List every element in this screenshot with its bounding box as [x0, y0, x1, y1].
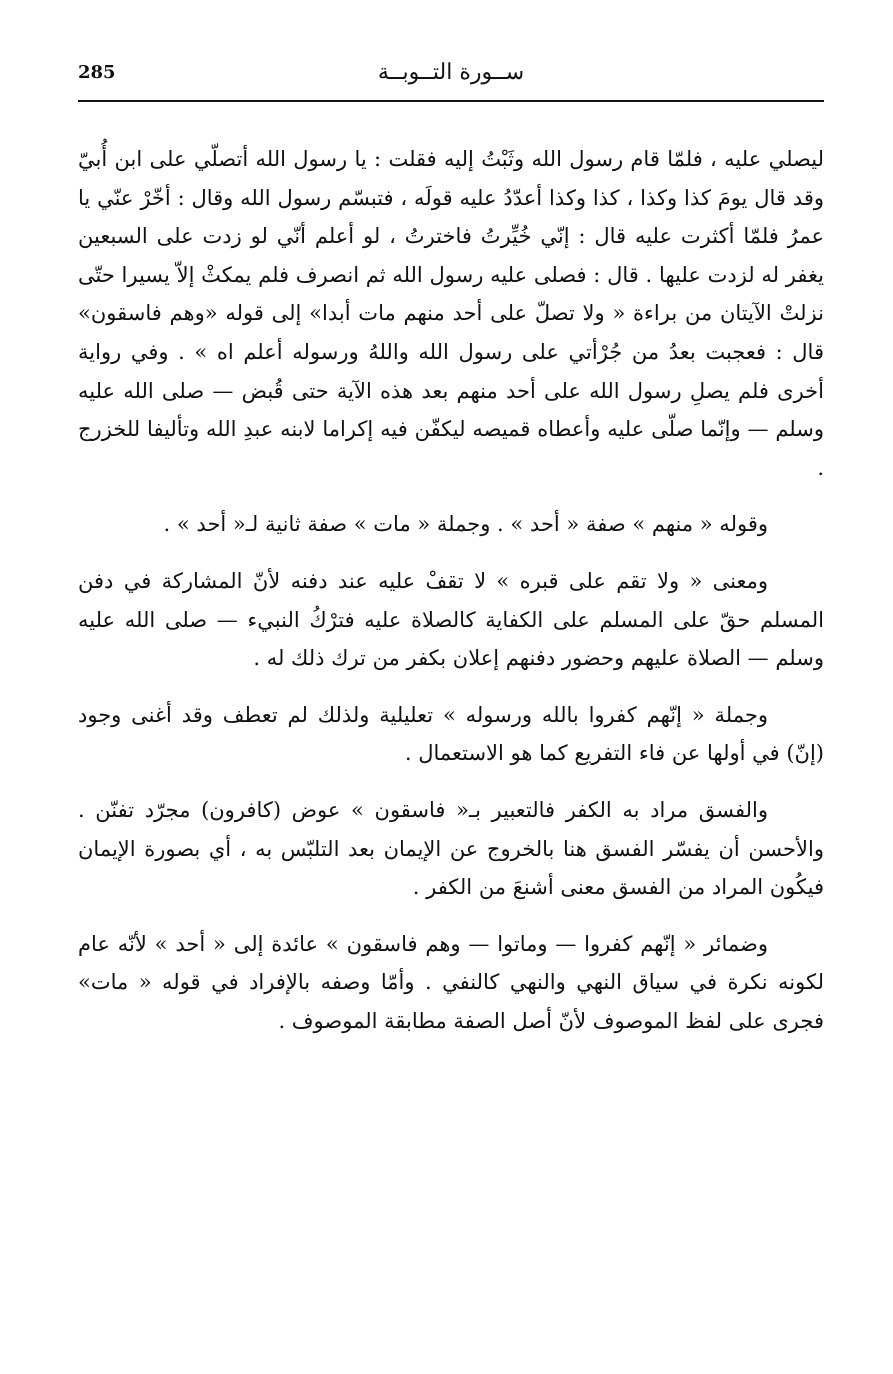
paragraph-hadith-continuation: ليصلي عليه ، فلمّا قام رسول الله وثَبْتُ إليه فقلت : يا رسول الله أتصلّي على ابن أُبيّ وقد قال يومَ كذا وكذا ، كذا وكذا أعدّدُ عليه قولَه ، فتبسّم رسول الله وقال : أخّرْ عنّي يا عمرُ فلمّا أكثرت عليه قال : إنّي خُيِّرتُ فاخترتُ ، لو أعلم أنّي لو زدت على السبعين يغفر له لزدت عليها . قال : فصلى عليه رسول الله ثم انصرف فلم يمكثْ إلاّ يسيرا حتّى نزلتْ الآيتان من براءة « ولا تصلّ على أحد منهم مات أبدا» إلى قوله «وهم فاسقون» قال : فعجبت بعدُ من جُرْأتي على رسول الله واللهُ ورسوله أعلم اه » . وفي رواية أخرى فلم يصلِ رسول الله على أحد منهم بعد هذه الآية حتى قُبض — صلى الله عليه وسلم — وإنّما صلّى عليه وأعطاه قميصه ليكفّن فيه إكراما لابنه عبدِ الله وتأليفا للخزرج .	[78, 147, 824, 480]
paragraph-innahum-kafaru: وجملة « إنّهم كفروا بالله ورسوله » تعليلية ولذلك لم تعطف وقد أغنى وجود (إنّ) في أولها عن فاء التفريع كما هو الاستعمال .	[78, 702, 824, 766]
paragraph-la-taqum: ومعنى « ولا تقم على قبره » لا تقفْ عليه عند دفنه لأنّ المشاركة في دفن المسلم حقّ على المسلم على الكفاية كالصلاة عليه فترْكُ النبيء — صلى الله عليه وسلم — الصلاة عليهم وحضور دفنهم إعلان بكفر من ترك ذلك له .	[78, 568, 824, 671]
header-divider	[78, 100, 824, 102]
surah-title: ســورة التــوبــة	[377, 60, 525, 85]
page-header	[78, 58, 824, 98]
paragraph-minhum-sifa: وقوله « منهم » صفة « أحد » . وجملة « مات » صفة ثانية لـ« أحد » .	[163, 512, 768, 537]
paragraph-damair: وضمائر « إنّهم كفروا — وماتوا — وهم فاسقون » عائدة إلى « أحد » لأنّه عام لكونه نكرة في سياق النهي والنهي كالنفي . وأمّا وصفه بالإفراد في قوله « مات» فجرى على لفظ الموصوف لأنّ أصل الصفة مطابقة الموصوف .	[78, 931, 824, 1033]
page-body	[78, 140, 824, 1040]
paragraph-fisq: والفسق مراد به الكفر فالتعبير بـ« فاسقون » عوض (كافرون) مجرّد تفنّن . والأحسن أن يفسّر الفسق هنا بالخروج عن الإيمان بعد التلبّس به ، أي بصورة الإيمان فيكُون المراد من الفسق معنى أشنعَ من الكفر .	[78, 797, 824, 900]
page-number: 285	[78, 62, 116, 83]
